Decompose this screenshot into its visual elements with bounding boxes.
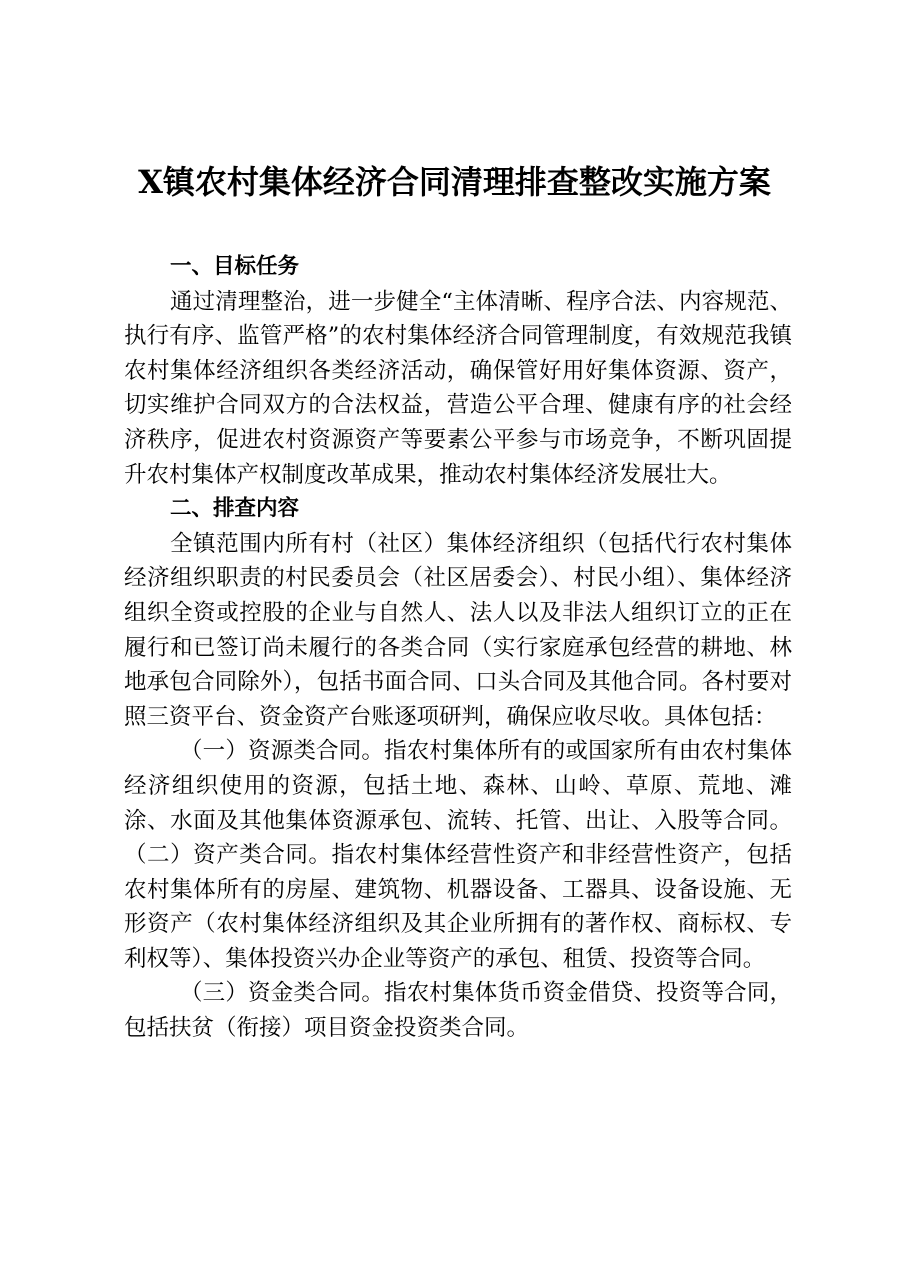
paragraph-resource-asset-contracts: （一）资源类合同。指农村集体所有的或国家所有由农村集体经济组织使用的资源，包括土地、森林、山岭、草原、荒地、滩涂、水面及其他集体资源承包、流转、托管、出让、入股等合同。（二）资产类合同。指农村集体经营性资产和非经营性资产，包括农村集体所有的房屋、建筑物、机器设备、工器具、设备设施、无形资产（农村集体经济组织及其企业所拥有的著作权、商标权、专利权等）、集体投资兴办企业等资产的承包、租赁、投资等合同。 [124,738,792,972]
paragraph-goals: 通过清理整治，进一步健全“主体清晰、程序合法、内容规范、执行有序、监管严格”的农村集体经济合同管理制度，有效规范我镇农村集体经济组织各类经济活动，确保管好用好集体资源、资产，切实维护合同双方的合法权益，营造公平合理、健康有序的社会经济秩序，促进农村资源资产等要素公平参与市场竞争，不断巩固提升农村集体产权制度改革成果，推动农村集体经济发展壮大。 [124,288,792,488]
document-body [124,250,792,1046]
paragraph-fund-contracts: （三）资金类合同。指农村集体货币资金借贷、投资等合同，包括扶贫（衔接）项目资金投资类合同。 [124,980,792,1042]
section-heading-goals: 一、目标任务 [170,254,300,279]
paragraph-scope-intro: 全镇范围内所有村（社区）集体经济组织（包括代行农村集体经济组织职责的村民委员会（社区居委会）、村民小组）、集体经济组织全资或控股的企业与自然人、法人以及非法人组织订立的正在履行和已签订尚未履行的各类合同（实行家庭承包经营的耕地、林地承包合同除外），包括书面合同、口头合同及其他合同。各村要对照三资平台、资金资产台账逐项研判，确保应收尽收。具体包括： [124,530,792,730]
document-title: X镇农村集体经济合同清理排查整改实施方案 [138,163,771,201]
section-heading-scope: 二、排查内容 [170,496,300,522]
